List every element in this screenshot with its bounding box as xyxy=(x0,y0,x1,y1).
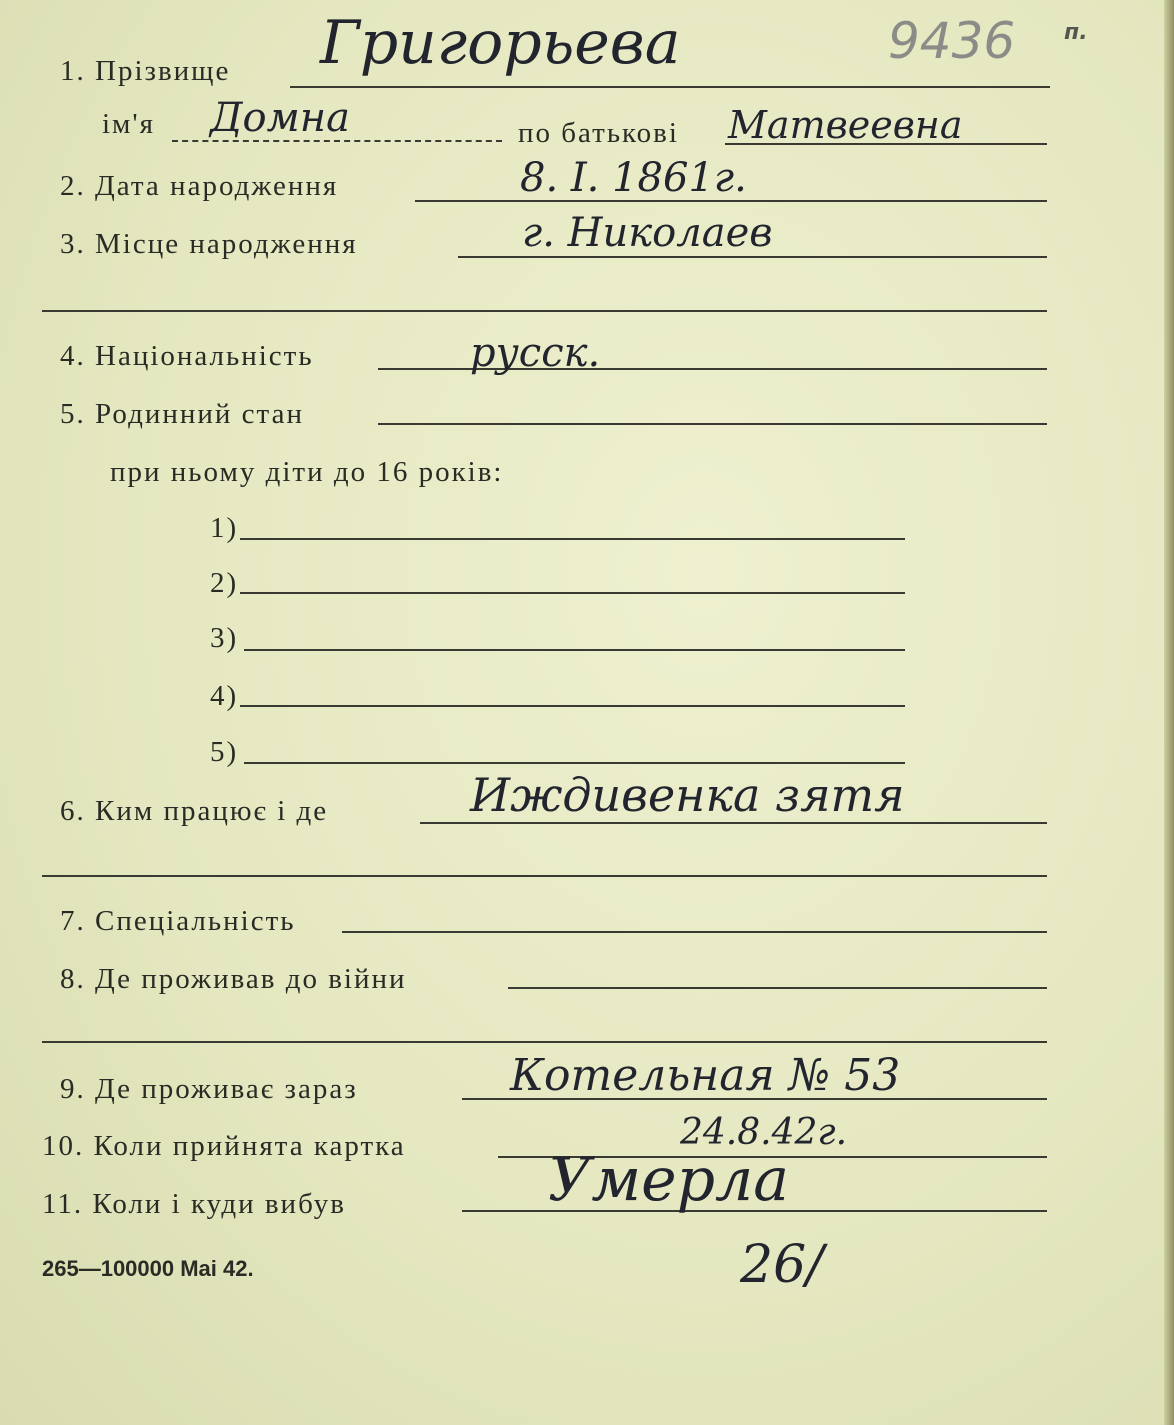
specialty-line xyxy=(342,931,1047,933)
patronymic-label: по батькові xyxy=(518,117,679,149)
handwritten-note: 26/ xyxy=(740,1235,824,1295)
departed-label: 11. Коли і куди вибув xyxy=(42,1188,346,1220)
current-residence-value: Котельная № 53 xyxy=(510,1050,901,1101)
first-name-value: Домна xyxy=(210,95,350,141)
child-1-line xyxy=(240,538,905,540)
surname-value: Григорьева xyxy=(320,8,681,78)
child-3-num: 3) xyxy=(210,622,239,654)
specialty-label: 7. Спеціальність xyxy=(60,905,296,937)
archive-number-suffix: п. xyxy=(1064,20,1088,45)
first-name-label: ім'я xyxy=(102,108,155,140)
birth-place-value: г. Николаев xyxy=(522,210,773,256)
work-line xyxy=(420,822,1047,824)
child-5-line xyxy=(244,762,905,764)
work-value: Иждивенка зятя xyxy=(470,768,905,822)
current-residence-label: 9. Де проживає зараз xyxy=(60,1073,358,1105)
prewar-residence-line-2 xyxy=(42,1041,1047,1043)
work-line-2 xyxy=(42,875,1047,877)
child-2-num: 2) xyxy=(210,567,239,599)
marital-status-label: 5. Родинний стан xyxy=(60,398,304,430)
card-accepted-value: 24.8.42г. xyxy=(680,1112,848,1153)
departed-value: Умерла xyxy=(548,1145,789,1215)
nationality-label: 4. Національність xyxy=(60,340,314,372)
surname-line xyxy=(290,86,1050,88)
birth-place-line xyxy=(458,256,1047,258)
child-3-line xyxy=(244,649,905,651)
print-imprint: 265—100000 Mai 42. xyxy=(42,1256,254,1281)
children-caption: при ньому діти до 16 років: xyxy=(110,456,504,488)
marital-status-line xyxy=(378,423,1047,425)
archive-number: 9436 xyxy=(888,12,1016,70)
nationality-value: русск. xyxy=(470,330,601,376)
child-5-num: 5) xyxy=(210,736,239,768)
child-2-line xyxy=(240,592,905,594)
work-label: 6. Ким працює і де xyxy=(60,795,329,827)
birth-date-label: 2. Дата народження xyxy=(60,170,339,202)
patronymic-value: Матвеевна xyxy=(728,103,963,147)
paper-edge xyxy=(1164,0,1174,1425)
child-4-line xyxy=(240,705,905,707)
surname-label: 1. Прізвище xyxy=(60,55,231,87)
card-accepted-label: 10. Коли прийнята картка xyxy=(42,1130,406,1162)
prewar-residence-label: 8. Де проживав до війни xyxy=(60,963,407,995)
child-4-num: 4) xyxy=(210,680,239,712)
prewar-residence-line xyxy=(508,987,1047,989)
birth-place-line-2 xyxy=(42,310,1047,312)
birth-place-label: 3. Місце народження xyxy=(60,228,358,260)
birth-date-value: 8. I. 1861г. xyxy=(520,155,747,201)
child-1-num: 1) xyxy=(210,512,239,544)
